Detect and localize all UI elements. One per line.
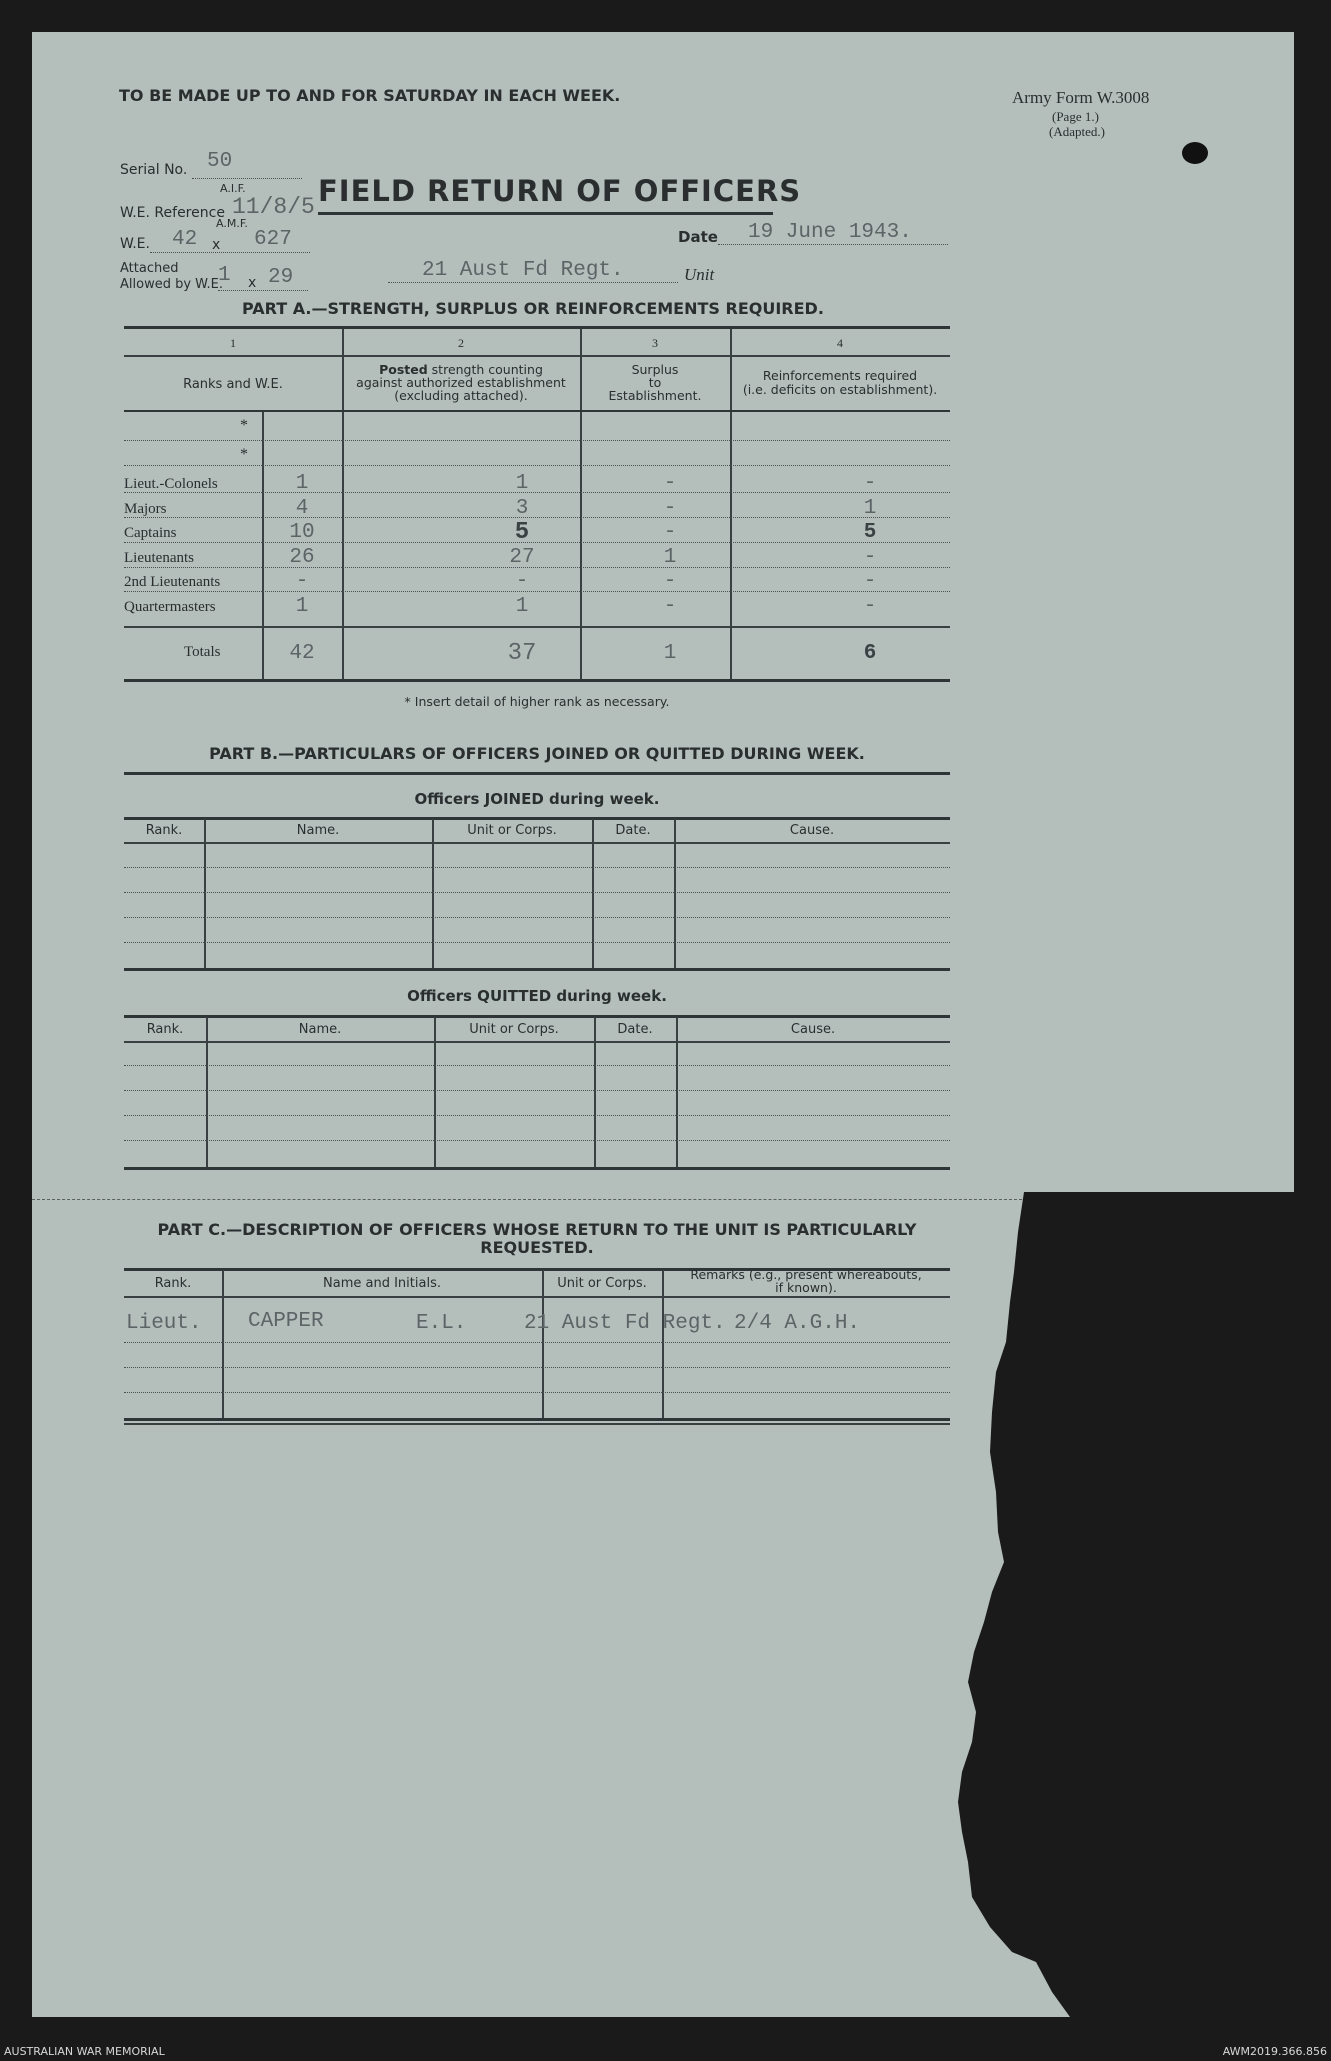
perforation-line <box>32 1199 1022 1200</box>
unit-label: Unit <box>684 265 715 284</box>
form-name: Army Form W.3008 <box>1012 88 1150 107</box>
totals-label: Totals <box>184 644 221 660</box>
part-c-title: PART C.—DESCRIPTION OF OFFICERS WHOSE RETURN TO THE UNIT IS PARTICULARLY REQUESTED. <box>157 1220 917 1257</box>
footnote: * Insert detail of higher rank as necessary. <box>404 694 670 709</box>
col-ranks-header: Ranks and W.E. <box>183 377 283 392</box>
requested-remarks: 2/4 A.G.H. <box>734 1312 861 1335</box>
total-reinforcements: 6 <box>863 642 877 665</box>
attached-value-a: 1 <box>218 264 231 287</box>
total-posted: 37 <box>507 640 537 667</box>
part-b-title: PART B.—PARTICULARS OF OFFICERS JOINED OR QUITTED DURING WEEK. <box>209 744 865 763</box>
rank-row-label: Lieut.-Colonels <box>124 476 218 492</box>
we-label: W.E. <box>120 236 150 252</box>
rank-row-label: Quartermasters <box>124 599 216 615</box>
joined-title: Officers JOINED during week. <box>414 790 660 808</box>
footer-source: AUSTRALIAN WAR MEMORIAL <box>4 2045 165 2058</box>
col-reinforcements-header: Reinforcements required (i.e. deficits on establishment). <box>742 368 938 397</box>
form-title: FIELD RETURN OF OFFICERS <box>318 174 802 208</box>
col-surplus-header: Surplus to Establishment. <box>608 362 702 403</box>
total-we: 42 <box>289 642 315 665</box>
we-value-b: 627 <box>254 228 292 251</box>
punch-hole <box>1182 142 1208 164</box>
allowed-label: Allowed by W.E. <box>120 277 224 292</box>
we-reference-value: 11/8/5 <box>232 194 315 220</box>
col-posted-header: Posted strength counting against authorized establishment (excluding attached). <box>356 362 566 403</box>
attached-value-b: 29 <box>268 266 294 289</box>
rank-row-label: 2nd Lieutenants <box>124 574 221 590</box>
rank-row-label: Lieutenants <box>124 550 194 566</box>
requested-rank: Lieut. <box>126 1312 202 1335</box>
footer-accession: AWM2019.366.856 <box>1222 2045 1327 2058</box>
we-value-a: 42 <box>172 228 198 251</box>
total-surplus: 1 <box>663 642 677 665</box>
serial-label: Serial No. <box>120 162 188 178</box>
attached-label: Attached <box>120 261 179 276</box>
aif-label: A.I.F. <box>220 182 246 195</box>
requested-unit: 21 Aust Fd Regt. <box>524 1312 726 1335</box>
date-label: Date <box>678 228 718 246</box>
quitted-title: Officers QUITTED during week. <box>407 987 667 1005</box>
unit-value: 21 Aust Fd Regt. <box>422 259 624 282</box>
rank-row-label: Majors <box>124 501 167 517</box>
date-value: 19 June 1943. <box>748 221 912 244</box>
we-reference-label: W.E. Reference <box>120 205 225 221</box>
torn-edge <box>932 1192 1294 2017</box>
part-a-title: PART A.—STRENGTH, SURPLUS OR REINFORCEMENTS REQUIRED. <box>242 299 824 318</box>
requested-name: CAPPER <box>248 1310 324 1333</box>
rank-row-label: Captains <box>124 525 177 541</box>
amf-label: A.M.F. <box>216 217 248 230</box>
form-page: (Page 1.) <box>1052 109 1099 124</box>
serial-value: 50 <box>207 150 233 173</box>
form-sheet: TO BE MADE UP TO AND FOR SATURDAY IN EACH WEEK. Army Form W.3008 (Page 1.) (Adapted.) Serial No. 50 W.E. Reference A.I.F. A.M.F. 11/8/5 FIELD RETURN OF OFFICERS W.E. 42 x 627 Date 19 June 1943. Attached Allowed by W.E. 1 x 29 21 Aust Fd Regt. Unit PART A.—STRENGTH, SURPLUS OR REINFORCEMENTS REQUIRED. 1 2 3 4 Ranks and W.E. Posted strength counting against authorized establishment (excluding attached). Surplus to Establishment. Reinforcements required (i.e. deficits on establishment). * * Lieut.-Colonels 1 1 - - Majors 4 3 - 1 Captains 10 5 - 5 Lieutenants 26 27 1 - 2nd Lieutenants - - - - Quartermasters 1 1 - - Totals 42 37 1 6 * Insert detail of higher rank as necessary. PART B.—PARTICULARS OF OFFICERS JOINED OR QUITTED DURING WEEK. Officers JOINED during week. Rank. Name. Unit or Corps. Date. Cause. Officers QUITTED during week. Rank. Name. Unit or Corps. Date. Cause. PART C.—DESCRIPTION OF OFFICERS WHOSE RETURN TO THE UNIT IS PARTICULARLY REQUESTED. Rank. Name and Initials. Unit or Corps. Remarks (e.g., present whereabouts, if known). Lieut. CAPPER E.L. 21 Aust Fd Regt. 2/4 A.G.H. <box>32 32 1294 2017</box>
form-adapted: (Adapted.) <box>1049 124 1105 139</box>
remarks-header: Remarks (e.g., present whereabouts, if known). <box>690 1267 922 1295</box>
instruction-text: TO BE MADE UP TO AND FOR SATURDAY IN EACH WEEK. <box>119 86 621 105</box>
requested-initials: E.L. <box>416 1312 467 1335</box>
